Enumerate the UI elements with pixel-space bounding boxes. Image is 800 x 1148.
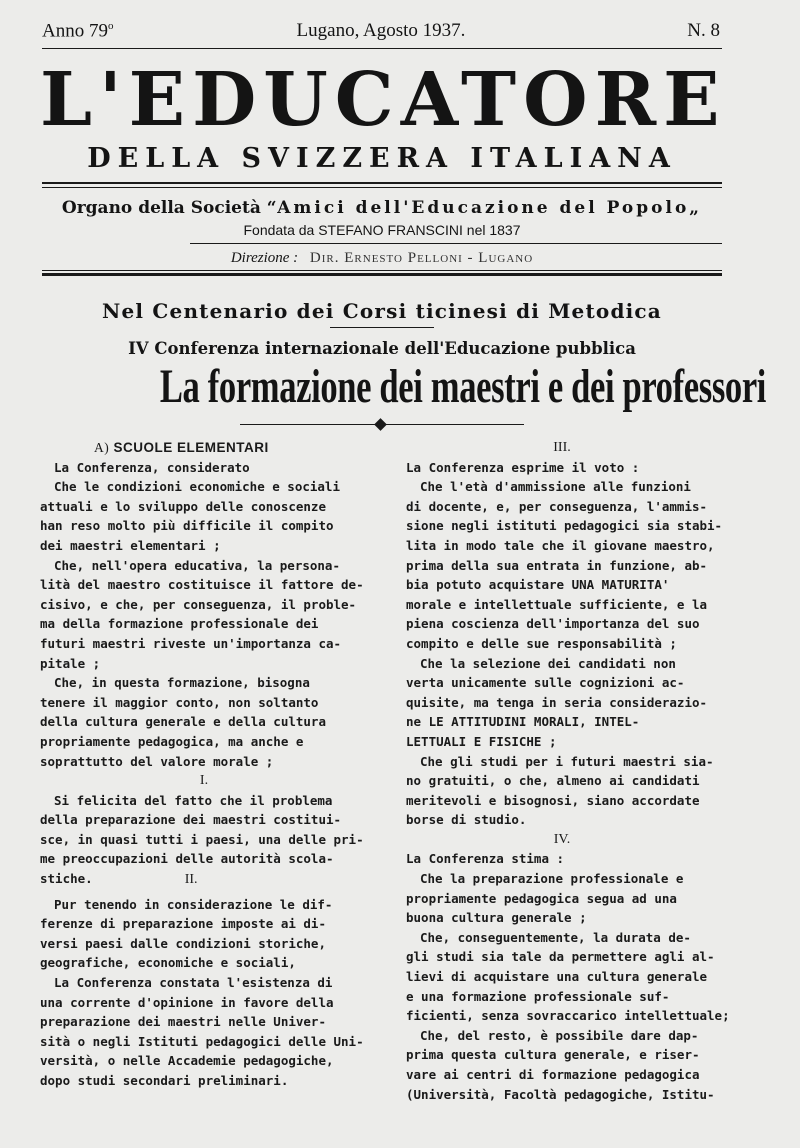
text-line: ficienti, senza sovraccarico intellettuale;	[406, 1008, 730, 1024]
text-line: Che gli studi per i futuri maestri sia-	[420, 753, 714, 769]
masthead-rule-4	[42, 273, 722, 276]
text-line: han reso molto più difficile il compito	[40, 518, 334, 534]
text-line: sione negli istituti pedagogici sia stabi-	[406, 518, 723, 534]
masthead-rule-1	[42, 182, 722, 184]
text-line: compito e delle sue responsabilità ;	[406, 635, 677, 651]
text-line: borse di studio.	[406, 812, 527, 828]
top-rule	[42, 48, 722, 49]
text-line: vare ai centri di formazione pedagogica	[406, 1067, 700, 1082]
text-line: dei maestri elementari ;	[40, 537, 221, 553]
text-line: geografiche, economiche e sociali,	[40, 955, 296, 971]
journal-subtitle: DELLA SVIZZERA ITALIANA	[87, 143, 677, 174]
text-line: lievi di acquistare una cultura generale	[406, 969, 708, 985]
text-line: Che la preparazione professionale e	[420, 871, 684, 887]
section-heading: A) SCUOLE ELEMENTARI	[94, 440, 269, 455]
text-line: lita in modo tale che il giovane maestro,	[406, 537, 715, 553]
headline-centenary: Nel Centenario dei Corsi ticinesi di Metodica	[102, 299, 662, 323]
text-line: Che l'età d'ammissione alle funzioni	[420, 479, 691, 495]
text-line: sce, in quasi tutti i paesi, una delle pri-	[40, 831, 364, 847]
text-line: La Conferenza esprime il voto :	[406, 459, 640, 475]
text-line: versità, o nelle Accademie pedagogiche,	[40, 1053, 334, 1069]
text-line: sità o negli Istituti pedagogici delle Uni-	[40, 1033, 364, 1049]
masthead-rule-3	[42, 270, 722, 271]
text-line: LETTUALI E FISICHE ;	[406, 733, 557, 749]
text-line: di docente, e, per conseguenza, l'ammis-	[406, 498, 708, 514]
text-line: versi paesi dalle condizioni storiche,	[40, 935, 326, 951]
roman-numeral-4: IV.	[553, 831, 571, 847]
text-line: (Università, Facoltà pedagogiche, Istitu-	[406, 1086, 715, 1102]
text-line: cisivo, e che, per conseguenza, il proble-	[40, 596, 357, 612]
roman-numeral-1: I.	[199, 773, 209, 789]
text-line: me preoccupazioni delle autorità scola-	[40, 851, 334, 867]
text-line: attuali e lo sviluppo delle conoscenze	[40, 498, 326, 514]
text-line: preparazione dei maestri nelle Univer-	[40, 1014, 326, 1030]
text-line: La Conferenza constata l'esistenza di	[54, 975, 333, 991]
text-line: ma della formazione professionale dei	[40, 616, 319, 632]
direction-rule	[190, 243, 722, 244]
text-line: ferenze di preparazione imposte ai di-	[40, 916, 326, 932]
text-line: Che la selezione dei candidati non	[420, 655, 676, 671]
text-line: prima questa cultura generale, e riser-	[406, 1047, 700, 1063]
text-line: stiche.	[40, 871, 93, 887]
text-line: futuri maestri riveste un'importanza ca-	[40, 635, 342, 651]
text-line: no gratuiti, o che, almeno ai candidati	[406, 773, 700, 789]
text-line: della preparazione dei maestri costitui-	[40, 812, 342, 828]
text-line: una corrente d'opinione in favore della	[40, 994, 334, 1010]
journal-title: L'EDUCATORE	[40, 57, 727, 143]
text-line: della cultura generale e della cultura	[40, 714, 326, 730]
text-line: soprattutto del valore morale ;	[40, 753, 274, 769]
text-line: propriamente pedagogica, ma anche e	[40, 733, 304, 749]
text-line: gli studi sia tale da permettere agli al-	[406, 949, 715, 965]
text-line: propriamente pedagogica segua ad una	[406, 890, 677, 906]
text-line: piena coscienza dell'importanza del suo	[406, 616, 700, 632]
headline-rule	[330, 327, 434, 328]
headline-conference: IV Conferenza internazionale dell'Educazione pubblica	[128, 339, 636, 358]
text-line: Che, del resto, è possibile dare dap-	[420, 1027, 699, 1043]
text-line: pitale ;	[40, 655, 101, 671]
roman-numeral-2: II.	[184, 872, 198, 888]
text-line: Si felicita del fatto che il problema	[54, 792, 333, 808]
issue-line	[42, 20, 720, 46]
text-line: dopo studi secondari preliminari.	[40, 1073, 289, 1088]
headline-main: La formazione dei maestri e dei professori	[159, 360, 767, 413]
society-line: Organo della Società “Amici dell'Educazione del Popolo„	[61, 198, 703, 218]
text-line: Che, conseguentemente, la durata de-	[420, 929, 691, 945]
text-line: La Conferenza stima :	[406, 851, 565, 867]
text-line: ne LE ATTITUDINI MORALI, INTEL-	[406, 714, 640, 730]
text-line: La Conferenza, considerato	[54, 459, 250, 475]
text-line: prima della sua entrata in funzione, ab-	[406, 557, 708, 573]
diamond-ornament	[374, 418, 387, 431]
text-line: e una formazione professionale suf-	[406, 988, 670, 1004]
text-line: Che, nell'opera educativa, la persona-	[54, 557, 340, 573]
text-line: buona cultura generale ;	[406, 910, 587, 926]
left-column	[40, 438, 368, 1091]
masthead-rule-2	[42, 187, 722, 188]
text-line: lità del maestro costituisce il fattore de-	[40, 577, 364, 593]
right-column	[406, 438, 730, 1104]
text-line: meritevoli e bisognosi, siano accordate	[406, 792, 700, 808]
text-line: bia potuto acquistare UNA MATURITA'	[406, 577, 670, 593]
text-line: Che, in questa formazione, bisogna	[54, 675, 310, 691]
text-line: Pur tenendo in considerazione le dif-	[54, 896, 333, 912]
issue-year: Anno 79$^o$	[42, 20, 114, 42]
text-line: morale e intellettuale sufficiente, e la	[406, 596, 708, 612]
roman-numeral-3: III.	[553, 440, 571, 455]
issue-number: N. 8	[687, 20, 720, 41]
direction-line: Direzione : Dir. Ernesto Pelloni - Lugano	[230, 250, 534, 266]
text-line: tenere il maggior conto, non soltanto	[40, 694, 319, 710]
issue-place-date: Lugano, Agosto 1937.	[296, 20, 466, 41]
text-line: quisite, ma tenga in seria considerazio-	[406, 694, 708, 710]
founder-line: Fondata da STEFANO FRANSCINI nel 1837	[243, 222, 521, 238]
text-line: verta unicamente sulle cognizioni ac-	[406, 675, 685, 691]
text-line: Che le condizioni economiche e sociali	[54, 479, 340, 495]
